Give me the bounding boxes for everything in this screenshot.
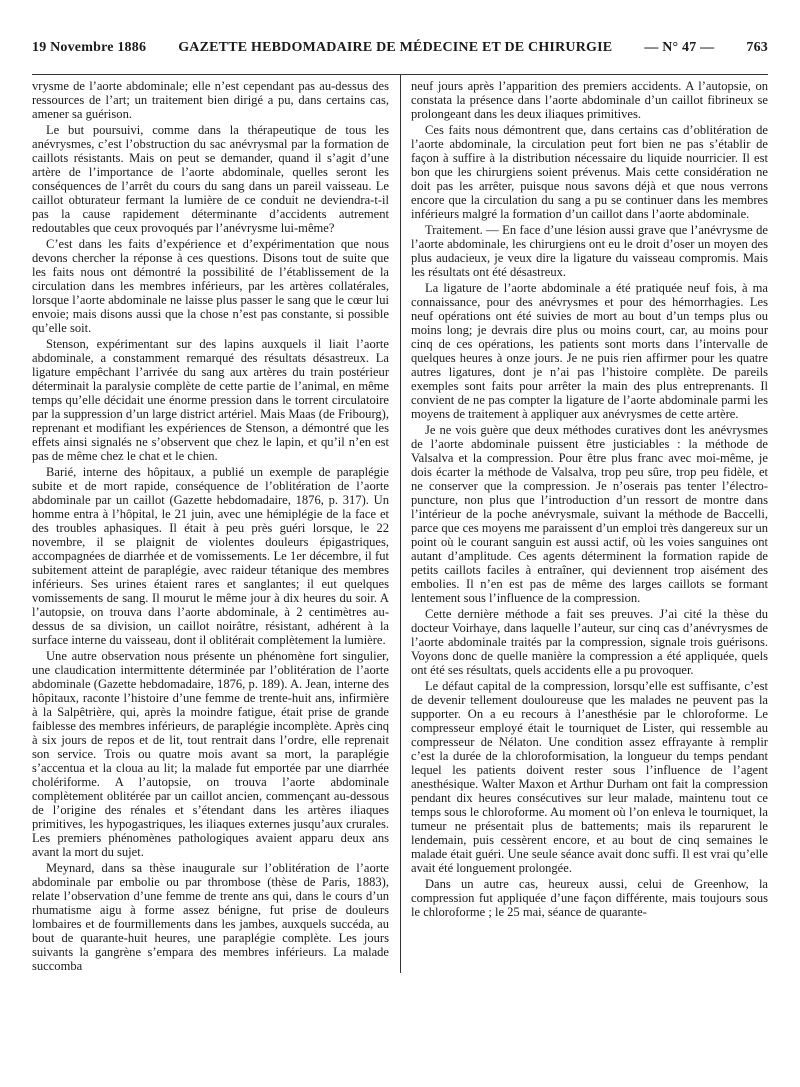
- paragraph: Ces faits nous démontrent que, dans certains cas d’oblitération de l’aorte abdominale, la circulation peut fort bien ne pas s’établir de façon à suffire à la distribution nécessaire du liquide nourricier. Il est bon que les chirurgiens soient prévenus. Mais cette considération ne doit pas les arrêter, puisque nous savons déjà et que nous verrons encore que la circulation du sang a pu se continuer dans les membres inférieurs malgré la formation d’un caillot dans l’aorte abdominale.: [411, 123, 768, 221]
- running-header: [32, 0, 768, 70]
- paragraph: Meynard, dans sa thèse inaugurale sur l’oblitération de l’aorte abdominale par embolie ou par thrombose (thèse de Paris, 1883), relate l’observation d’une femme de trente ans qui, dans le cours d’un rhumatisme aigu à forme assez bénigne, fut prise de douleurs lombaires et de fourmillements dans les jambes, auxquels succéda, au bout de quarante-huit heures, une paraplégie complète. Les jours suivants la gangrène s’empara des membres inférieurs. La malade succomba: [32, 861, 389, 973]
- issue-date: 19 Novembre 1886: [32, 40, 147, 55]
- issue-number: — N° 47 —: [644, 40, 715, 55]
- paragraph: Je ne vois guère que deux méthodes curatives dont les anévrysmes de l’aorte abdominale puissent être justiciables : la méthode de Valsalva et la compression. Pour être plus franc avec moi-même, je dois écarter la méthode de Valsalva, trop peu sûre, trop peu fidèle, et ne conserver que la compression. Je n’oserais pas tenter l’électro-puncture, non plus que l’introduction d’un ressort de montre dans l’intérieur de la poche anévrysmale, suivant la méthode de Baccelli, parce que ces moyens me paraissent d’un emploi très dangereux sur un point où le courant sanguin est aussi actif, où les voies sanguines ont autant d’amplitude. Ces agents déterminent la formation rapide de petits caillots faciles à entraîner, qui deviennent trop aisément des embolies. Il n’en est pas de même des larges caillots se formant lentement sous l’influence de la compression.: [411, 423, 768, 605]
- right-column: [411, 75, 768, 973]
- paragraph-traitement: Traitement. — En face d’une lésion aussi grave que l’anévrysme de l’aorte abdominale, les chirurgiens ont eu le droit d’oser un moyen des plus audacieux, je veux dire la ligature du vaisseau compromis. Mais les résultats ont été désastreux.: [411, 223, 768, 279]
- paragraph: Cette dernière méthode a fait ses preuves. J’ai cité la thèse du docteur Voirhaye, dans laquelle l’auteur, sur cinq cas d’anévrysmes de l’aorte abdominale traités par la compression, signale trois guérisons. Voyons donc de quelle manière la compression a été appliquée, quels ont été ses résultats, quels accidents elle a pu provoquer.: [411, 607, 768, 677]
- paragraph: Barié, interne des hôpitaux, a publié un exemple de paraplégie subite et de mort rapide, conséquence de l’oblitération de l’aorte abdominale par un caillot (Gazette hebdomadaire, 1876, p. 317). Un homme entra à l’hôpital, le 21 juin, avec une hémiplégie de la face et des troubles aphasiques. Il était à peu près guéri lorsque, le 22 novembre, il se plaignit de violentes douleurs épigastriques, accompagnées de diarrhée et de vomissements. Le 1er décembre, il fut subitement atteint de paraplégie, avec raideur tétanique des membres inférieurs. Ses urines étaient rares et sanglantes; il eut quelques vomissements de sang. Il mourut le même jour à dix heures du soir. A l’autopsie, on trouva dans l’aorte abdominale, à 2 centimètres au-dessus de sa division, un caillot noirâtre, résistant, adhérent à la surface interne du vaisseau, dont il oblitérait complètement la lumière.: [32, 465, 389, 647]
- paragraph: neuf jours après l’apparition des premiers accidents. A l’autopsie, on constata la présence dans l’aorte abdominale d’un caillot fibrineux se prolongeant dans les deux iliaques primitives.: [411, 79, 768, 121]
- paragraph: Le but poursuivi, comme dans la thérapeutique de tous les anévrysmes, c’est l’obstruction du sac anévrysmal par la formation de caillots résistants. Mais on peut se demander, quand il s’agit d’une artère de l’importance de l’aorte abdominale, quelles seront les conséquences de l’arrêt du cours du sang dans un pareil vaisseau. Le caillot obturateur fermant la lumière de ce conduit ne deviendra-t-il pas la cause rapidement déterminante d’accidents autrement redoutables que ceux provoqués par l’anévrysme lui-même?: [32, 123, 389, 235]
- page-number: 763: [746, 40, 768, 55]
- paragraph: C’est dans les faits d’expérience et d’expérimentation que nous devons chercher la réponse à ces questions. Disons tout de suite que les faits nous ont démontré la possibilité de l’établissement de la circulation dans les membres inférieurs, par les artères collatérales, lorsque l’aorte abdominale ne laisse plus passer le sang que le cœur lui envoie; mais disons aussi que la chose n’est pas constante, si possible qu’elle soit.: [32, 237, 389, 335]
- left-column: [32, 75, 389, 973]
- paragraph: vrysme de l’aorte abdominale; elle n’est cependant pas au-dessus des ressources de l’art; un traitement bien dirigé a pu, dans certains cas, amener sa guérison.: [32, 79, 389, 121]
- paragraph: Une autre observation nous présente un phénomène fort singulier, une claudication intermittente déterminée par l’oblitération de l’aorte abdominale (Gazette hebdomadaire, 1876, p. 189). A. Jean, interne des hôpitaux, raconte l’histoire d’une femme de trente-huit ans, infirmière à la Salpêtrière, qui, après la moindre fatigue, était prise de grande faiblesse des membres inférieurs, de paraplégie incomplète. Après cinq à six jours de repos et de lit, tout rentrait dans l’ordre, elle reprenait son service. Trois ou quatre mois avant sa mort, la paraplégie s’accentua et la cloua au lit; la malade fut emportée par une diarrhée cholériforme. A l’autopsie, on trouva l’aorte abdominale complètement oblitérée par un caillot ancien, commençant au-dessous de l’origine des rénales et s’étendant dans les artères iliaques primitives, les hypogastriques, les iliaques externes jusqu’aux crurales. Les premiers phénomènes pathologiques avaient apparu deux ans avant la mort du sujet.: [32, 649, 389, 859]
- paragraph: Stenson, expérimentant sur des lapins auxquels il liait l’aorte abdominale, a constamment remarqué des résultats désastreux. La ligature empêchant l’arrivée du sang aux artères du train postérieur déterminait la paralysie complète de cette partie de l’animal, en même temps qu’elle décidait une énorme pression dans le torrent circulatoire par la suppression d’un large district artériel. Mais Maas (de Fribourg), reprenant et modifiant les expériences de Stenson, a démontré que les effets ainsi signalés ne s’observent que chez le lapin, et qu’il n’en est pas de même chez le chat et le chien.: [32, 337, 389, 463]
- paragraph: La ligature de l’aorte abdominale a été pratiquée neuf fois, à ma connaissance, pour des anévrysmes et pour des hémorrhagies. Les neuf opérations ont été suivies de mort au bout d’un temps plus ou moins long; je devrais dire plus ou moins court, car, au moins pour cinq de ces opérations, les patients sont morts dans l’intervalle de quelques heures à onze jours. Je ne puis rien affirmer pour les quatre autres ligatures, dont je n’ai pas l’histoire complète. De pareils exemples sont faits pour arrêter la main des plus entreprenants. Il convient de ne pas compter la ligature de l’aorte abdominale parmi les moyens de traitement à appliquer aux anévrysmes de cette artère.: [411, 281, 768, 421]
- text-columns: [32, 74, 768, 973]
- paragraph: Le défaut capital de la compression, lorsqu’elle est suffisante, c’est de devenir tellement douloureuse que les malades ne peuvent pas la supporter. On a eu recours à l’anesthésie par le chloroforme. Le compresseur employé était le tourniquet de Lister, qui ressemble au compresseur de Nélaton. Une condition assez effrayante à remplir c’est la durée de la chloroformisation, la longueur du temps pendant lequel les patients doivent rester sous l’influence de l’agent anesthésique. Walter Maxon et Arthur Durham ont fait la compression pendant dix heures consécutives sur leur malade, maintenu tout ce temps sous le chloroforme. Au moment où l’on enleva le tourniquet, la tumeur ne présentait plus de battements; mais ils reparurent le lendemain, puis cessèrent encore, et au bout de cinq semaines le malade était guéri. Une seule séance avait donc suffi. Il est vrai qu’elle avait été longuement prolongée.: [411, 679, 768, 875]
- paragraph: Dans un autre cas, heureux aussi, celui de Greenhow, la compression fut appliquée d’une façon différente, mais toujours sous le chloroforme ; le 25 mai, séance de quarante-: [411, 877, 768, 919]
- journal-title: GAZETTE HEBDOMADAIRE DE MÉDECINE ET DE CHIRURGIE: [178, 40, 613, 55]
